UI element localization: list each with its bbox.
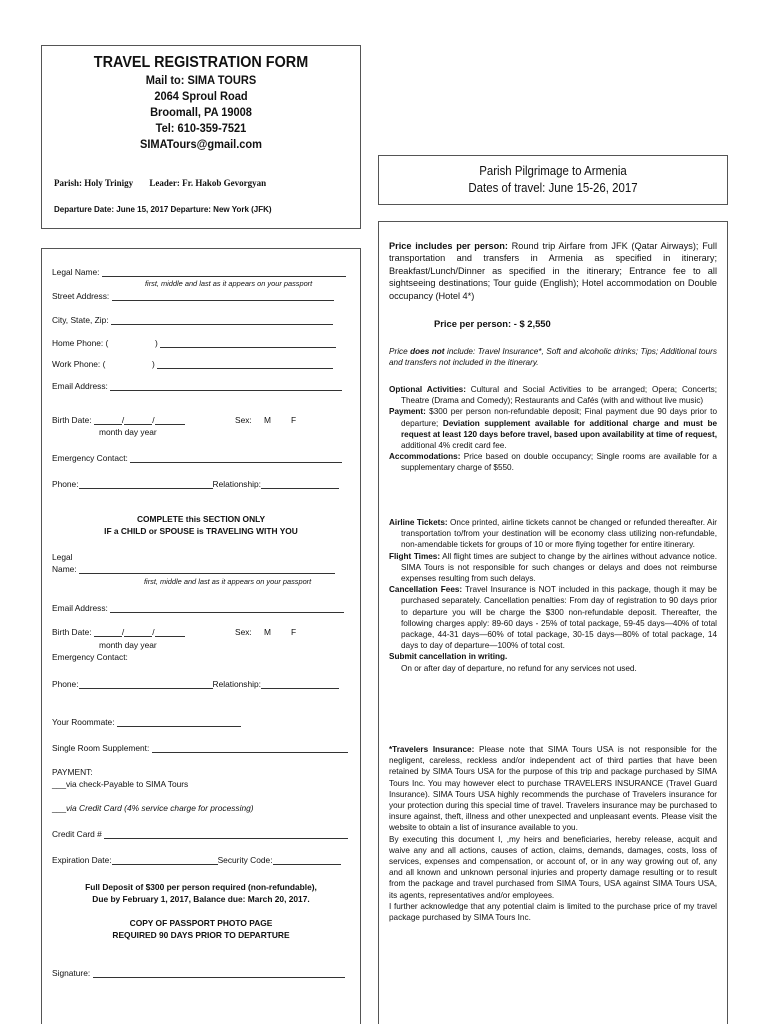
- release-clause: By executing this document I, ,my heirs and beneficiaries, hereby release, acquit and waive any and all actions, causes of action, claims, demands, damages, costs, loss of services, expenses and compensation, or account of, or in any way growing out of, any and all known and unknown personal injuries and property damage resulting or to result from the package and travel purchased from SIMA Tours, USA against SIMA Tours USA, its agents, representatives and/or employees.: [389, 834, 717, 900]
- address-line-2: Broomall, PA 19008: [150, 105, 252, 119]
- payment-text-a: $300 per person non-refundable deposit; Final payment due 90 days prior to departure;: [401, 407, 717, 428]
- price-includes-label: Price includes per person:: [389, 241, 508, 251]
- passport-note-2: REQUIRED 90 DAYS PRIOR TO DEPARTURE: [112, 930, 290, 940]
- date-slash: /: [152, 627, 155, 637]
- roommate-field[interactable]: [117, 719, 241, 727]
- phone-row: [52, 479, 339, 489]
- optional-label: Optional Activities:: [389, 385, 466, 394]
- trip-dates: Dates of travel: June 15-26, 2017: [468, 180, 638, 195]
- child-relationship-label: Relationship:: [212, 679, 261, 689]
- child-email-field[interactable]: [110, 605, 344, 613]
- sex-label: Sex:: [235, 415, 252, 425]
- payment-text-c: additional 4% credit card fee.: [401, 441, 507, 451]
- cancel-text: Travel Insurance is NOT included in this package, though it may be purchased separately. Cancellation penalties: From day of registration to 90 days prior to departure you will be charge the $300 non-refundable deposit. Thereafter, the following charges apply: 89-60 days - 25% of total package, 59-45 days—40% of total package, 44-31 days—60% of total package, 30-15 days—80% of total package, 14 days to day of departure—100% of total cost.: [401, 585, 717, 651]
- child-name-row: [52, 564, 335, 574]
- security-code-label: Security Code:: [217, 855, 273, 865]
- home-phone-row: [52, 338, 336, 348]
- email-field[interactable]: [110, 383, 342, 391]
- pay-by-card-label: via Credit Card (4% service charge for processing): [65, 803, 254, 813]
- price-excludes-b: does not: [410, 347, 445, 356]
- emergency-label: Emergency Contact:: [52, 453, 128, 463]
- birth-day-field[interactable]: [121, 415, 155, 425]
- emergency-field[interactable]: [130, 455, 342, 463]
- roommate-row: [52, 717, 241, 727]
- child-relationship-field[interactable]: [261, 681, 339, 689]
- accommodations: [389, 451, 717, 473]
- optional-activities: [389, 384, 717, 406]
- relationship-field[interactable]: [261, 481, 339, 489]
- price-excludes-c: include: Travel Insurance*, Soft and alcoholic drinks; Tips; Additional tours and transfers not included in the itinerary.: [389, 347, 717, 368]
- form-title: TRAVEL REGISTRATION FORM: [93, 54, 309, 71]
- registration-form: [41, 248, 361, 1024]
- child-birth-row: [52, 627, 185, 637]
- child-name-field[interactable]: [79, 566, 335, 574]
- child-emergency-row: [52, 652, 128, 662]
- payment-label: Payment:: [389, 407, 426, 417]
- legal-name-field[interactable]: [102, 269, 346, 277]
- price-includes-text: Round trip Airfare from JFK (Qatar Airways); Full transportation and transfers in Armenia as specified in itinerary; Breakfast/Lunch/Dinner as specified in the itinerary; Entrance fee to all sightseeing destinations; Tour guide (English); Hotel accommodation on Double occupancy (Hotel 4*): [389, 241, 717, 301]
- credit-card-field[interactable]: [104, 831, 348, 839]
- child-birth-label: Birth Date:: [52, 627, 92, 637]
- trip-box: [378, 155, 728, 205]
- header-box: [41, 45, 361, 229]
- child-email-row: [52, 603, 344, 613]
- airline-label: Airline Tickets:: [389, 518, 448, 527]
- terms-block: [389, 384, 717, 474]
- birth-date-row: [52, 415, 185, 425]
- acknowledgement: I further acknowledge that any potential claim is limited to the purchase price of my travel package purchased by SIMA Tours Inc.: [389, 901, 717, 923]
- cancellation-fees: [389, 584, 717, 651]
- work-phone-paren: ): [152, 359, 155, 369]
- signature-field[interactable]: [93, 970, 345, 978]
- parish-leader-line: [54, 178, 280, 188]
- single-room-label: Single Room Supplement:: [52, 743, 150, 753]
- submit-label: Submit cancellation in writing.: [389, 652, 508, 662]
- child-phone-field[interactable]: [79, 681, 213, 689]
- relationship-label: Relationship:: [212, 479, 261, 489]
- credit-card-row: [52, 829, 348, 839]
- city-label: City, State, Zip:: [52, 315, 109, 325]
- phone-field[interactable]: [79, 481, 213, 489]
- departure-info: Departure Date: June 15, 2017 Departure: New York (JFK): [54, 205, 272, 214]
- birth-month-field[interactable]: [94, 415, 125, 425]
- payment-heading: PAYMENT:: [52, 767, 93, 777]
- optional-text: Cultural and Social Activities to be arranged; Opera; Concerts; Theatre (Drama and Comedy); Restaurants and Cafés (with and without live music): [401, 385, 717, 406]
- single-room-row: [52, 743, 348, 753]
- child-legal-label: Legal: [52, 552, 73, 562]
- price-per-person: Price per person: - $ 2,550: [434, 318, 551, 329]
- address-line-1: 2064 Sproul Road: [154, 89, 248, 103]
- insurance-block: [389, 744, 717, 923]
- pay-by-card-option[interactable]: [52, 803, 254, 813]
- cancel-label: Cancellation Fees:: [389, 585, 463, 595]
- child-email-label: Email Address:: [52, 603, 108, 613]
- submit-cancellation-text: On or after day of departure, no refund for any services not used.: [401, 663, 637, 673]
- child-sex-label: Sex:: [235, 627, 252, 637]
- signature-row: [52, 968, 345, 978]
- expiration-label: Expiration Date:: [52, 855, 112, 865]
- parish: Parish: Holy Trinigy: [54, 178, 134, 188]
- telephone: Tel: 610-359-7521: [155, 121, 247, 135]
- leader: Leader: Fr. Hakob Gevorgyan: [149, 178, 267, 188]
- passport-note-1: COPY OF PASSPORT PHOTO PAGE: [129, 918, 273, 928]
- credit-card-label: Credit Card #: [52, 829, 102, 839]
- airline-tickets: [389, 517, 717, 551]
- deposit-note-1: Full Deposit of $300 per person required (non-refundable),: [85, 882, 317, 892]
- work-phone-label: Work Phone: (: [52, 359, 106, 369]
- date-slash: /: [121, 627, 125, 637]
- child-emergency-label: Emergency Contact:: [52, 652, 128, 662]
- insurance-label: *Travelers Insurance:: [389, 745, 475, 754]
- expiration-row: [52, 855, 341, 865]
- home-phone-label: Home Phone: (: [52, 338, 109, 348]
- child-sex-f-option[interactable]: F: [291, 627, 297, 637]
- child-sex-m-option[interactable]: M: [264, 627, 271, 637]
- child-birth-day-field[interactable]: [121, 627, 155, 637]
- flight-label: Flight Times:: [389, 551, 441, 561]
- signature-label: Signature:: [52, 968, 91, 978]
- child-birth-month-field[interactable]: [94, 627, 125, 637]
- payment-terms: [389, 406, 717, 451]
- single-room-field[interactable]: [152, 745, 348, 753]
- travelers-insurance: [389, 744, 717, 834]
- birth-date-label: Birth Date:: [52, 415, 92, 425]
- insurance-text: Please note that SIMA Tours USA is not responsible for the negligent, careless, reckless and/or independent act of third parties that have been retained by SIMA Tours USA for the purpose of this trip and package purchased by SIMA Tours Inc. You may however elect to purchase TRAVELERS INSURANCE (Travel Guard Insurance). SIMA Tours USA highly recommends the purchase of Travelers insurance for your protection during this special time of travel. Travelers insurance may be purchased to insure against, theft, illness and other unexpected and unpleasant events. Please visit the website to obtain a list of insurance available to you.: [389, 745, 717, 833]
- date-slash: /: [152, 415, 155, 425]
- legal-name-hint: first, middle and last as it appears on your passport: [145, 279, 313, 288]
- flight-text: All flight times are subject to change by the airlines without advance notice. SIMA Tours is not responsible for such changes or delays and does not reimburse expenses resulting from such delays.: [401, 551, 717, 584]
- flight-times: [389, 551, 717, 585]
- city-row: [52, 315, 333, 325]
- child-phone-row: [52, 679, 339, 689]
- street-label: Street Address:: [52, 291, 110, 301]
- accom-text: Price based on double occupancy; Single rooms are available for a supplementary charge of $550.: [401, 452, 717, 473]
- section-title-2: IF a CHILD or SPOUSE is TRAVELING WITH YOU: [104, 526, 298, 536]
- airline-terms-block: [389, 517, 717, 674]
- roommate-label: Your Roommate:: [52, 717, 115, 727]
- street-field[interactable]: [112, 293, 334, 301]
- legal-name-row: [52, 267, 346, 277]
- mail-to: Mail to: SIMA TOURS: [145, 73, 257, 87]
- price-excludes: [389, 346, 717, 368]
- section-title-1: COMPLETE this SECTION ONLY: [136, 514, 266, 524]
- child-birth-hint: month day year: [99, 640, 157, 650]
- accom-label: Accommodations:: [389, 452, 461, 462]
- price-includes: [389, 240, 717, 302]
- deposit-note-2: Due by February 1, 2017, Balance due: March 20, 2017.: [92, 894, 310, 904]
- birth-year-field[interactable]: [155, 417, 185, 425]
- child-name-label: Name:: [52, 564, 77, 574]
- street-row: [52, 291, 334, 301]
- home-phone-paren: ): [154, 338, 158, 348]
- trip-details: [378, 221, 728, 1024]
- work-phone-row: [52, 359, 333, 369]
- email-label: Email Address:: [52, 381, 108, 391]
- sex-f-option[interactable]: F: [291, 415, 297, 425]
- airline-text: Once printed, airline tickets cannot be changed or refunded thereafter. Air transportation to/from your destination will be economy class utilizing non-refundable, non-amendable tickets for groups of 10 or more flying together for entire itinerary.: [401, 518, 717, 550]
- child-name-hint: first, middle and last as it appears on your passport: [144, 577, 312, 586]
- pay-by-card-blank: ___: [52, 803, 66, 813]
- city-field[interactable]: [111, 317, 333, 325]
- child-phone-label: Phone:: [52, 679, 79, 689]
- payment-text-b: Deviation supplement available for additional charge and must be request at least 120 days before travel, based upon availability at time of request,: [401, 418, 717, 439]
- email-address: SIMATours@gmail.com: [139, 137, 262, 151]
- legal-name-label: Legal Name:: [52, 267, 100, 277]
- sex-m-option[interactable]: M: [264, 415, 271, 425]
- trip-title: Parish Pilgrimage to Armenia: [479, 163, 627, 178]
- work-phone-field[interactable]: [157, 361, 333, 369]
- date-slash: /: [121, 415, 125, 425]
- submit-cancellation: [389, 651, 717, 662]
- home-phone-field[interactable]: [160, 340, 336, 348]
- pay-by-check-option[interactable]: ___via check-Payable to SIMA Tours: [52, 779, 189, 789]
- child-birth-year-field[interactable]: [155, 629, 185, 637]
- email-row: [52, 381, 342, 391]
- security-code-field[interactable]: [273, 857, 341, 865]
- price-excludes-a: Price: [389, 347, 411, 356]
- expiration-field[interactable]: [112, 857, 218, 865]
- emergency-row: [52, 453, 342, 463]
- birth-date-hint: month day year: [99, 427, 157, 437]
- phone-label: Phone:: [52, 479, 79, 489]
